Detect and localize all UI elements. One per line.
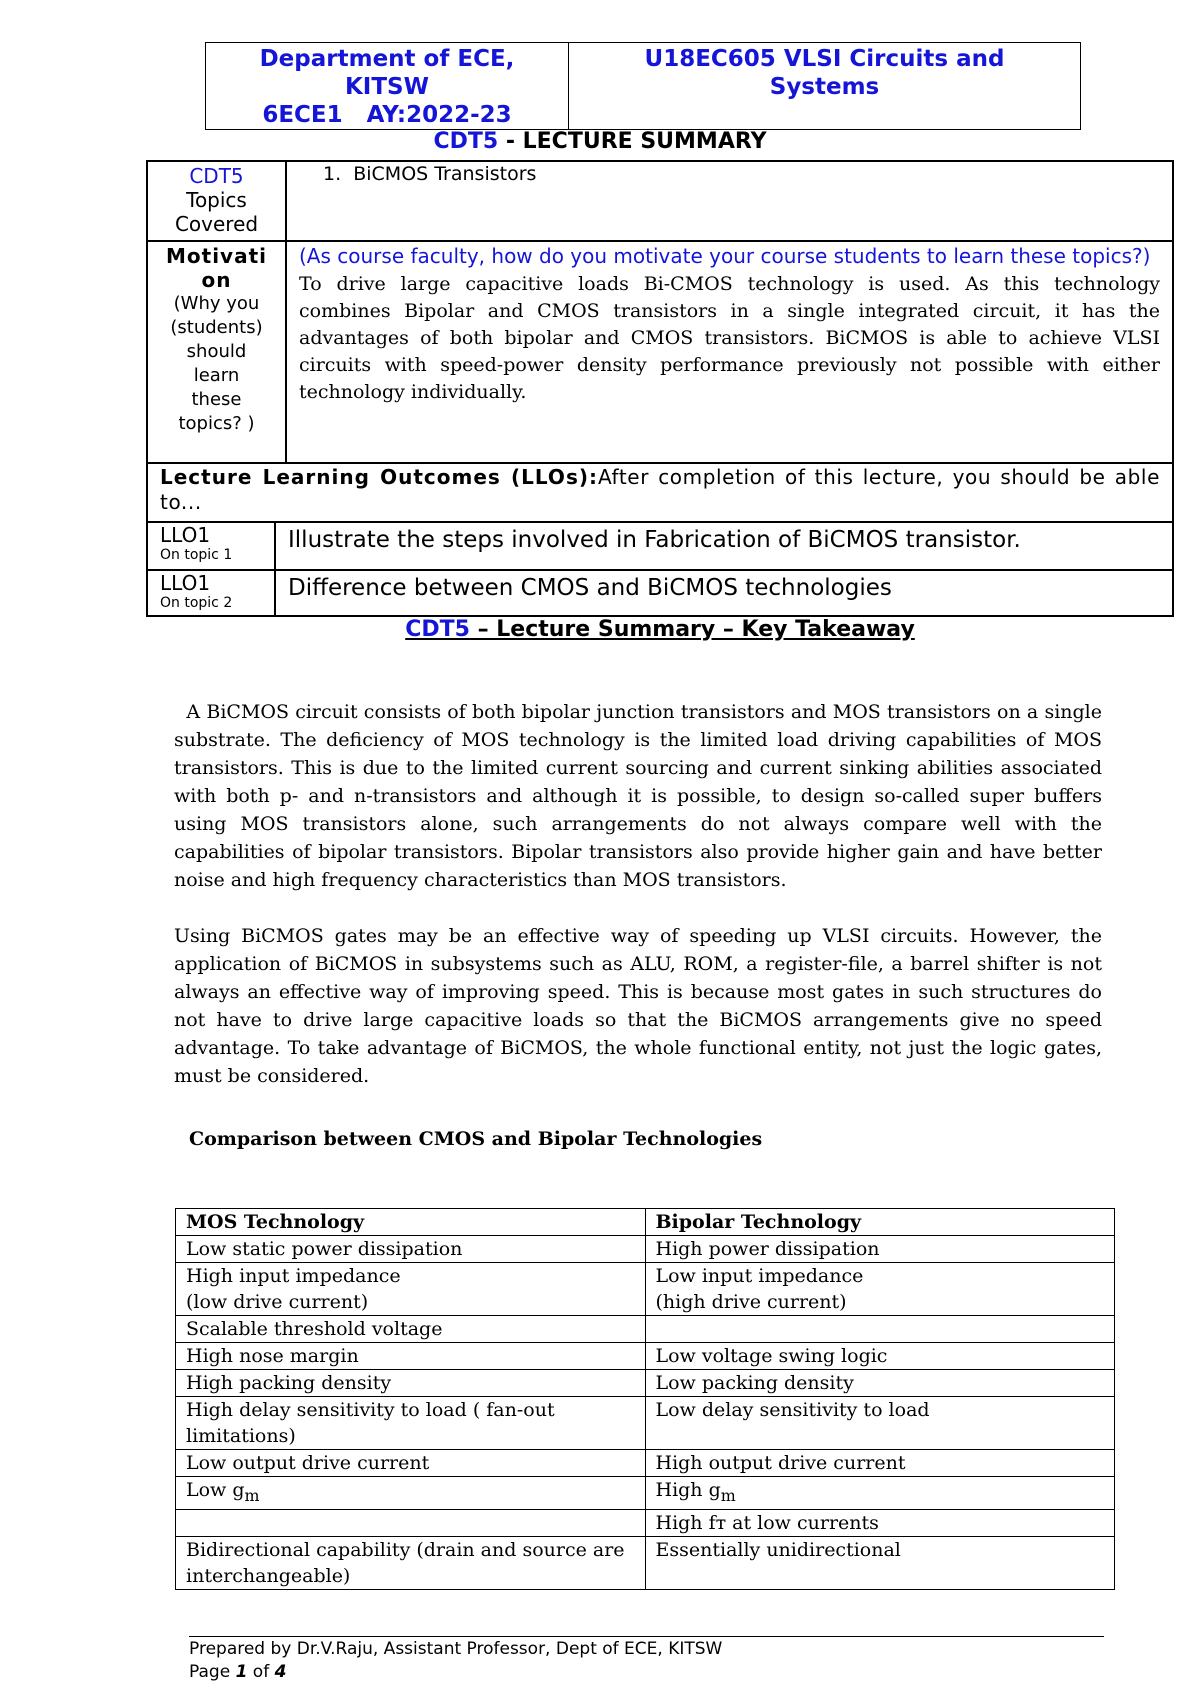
comparison-table — [175, 1208, 1115, 1590]
table-cell: Low output drive current — [176, 1450, 646, 1477]
lecture-summary-table — [146, 160, 1174, 617]
motivation-sub-6: topics? ) — [178, 413, 255, 434]
table-row — [176, 1263, 1115, 1316]
prepared-by: Prepared by Dr.V.Raju, Assistant Professor, Dept of ECE, KITSW — [189, 1639, 723, 1659]
table-cell: Essentially unidirectional — [645, 1536, 1115, 1589]
summary-title-code: CDT5 — [433, 129, 499, 154]
page-total: 4 — [274, 1662, 287, 1682]
dept-line-3: 6ECE1 AY:2022-23 — [262, 102, 512, 128]
llo-code: LLO1 — [160, 523, 211, 547]
motivation-sub-2: (students) — [170, 317, 263, 338]
key-takeaway-title — [0, 617, 1200, 642]
table-row — [176, 1316, 1115, 1343]
document-header — [205, 42, 1081, 130]
topics-list — [287, 162, 1172, 240]
table-cell: Low static power dissipation — [176, 1236, 646, 1263]
llo-code-cell — [148, 523, 276, 569]
motivation-label-2: on — [201, 268, 232, 292]
subscript: m — [244, 1485, 260, 1505]
table-row — [176, 1236, 1115, 1263]
llo-code-cell — [148, 571, 276, 615]
course-cell — [569, 43, 1080, 129]
table-cell — [176, 1509, 646, 1536]
subscript: m — [720, 1485, 736, 1505]
table-row — [176, 1450, 1115, 1477]
page-word: Page — [189, 1662, 236, 1682]
table-cell: High power dissipation — [645, 1236, 1115, 1263]
llo-code: LLO1 — [160, 571, 211, 595]
table-row — [176, 1509, 1115, 1536]
motivation-sub — [148, 292, 285, 436]
llo-row-2 — [148, 571, 1172, 615]
table-row — [176, 1536, 1115, 1589]
motivation-content — [287, 242, 1172, 462]
llo-text: Difference between CMOS and BiCMOS technologies — [288, 575, 892, 601]
table-cell: High input impedance (low drive current) — [176, 1263, 646, 1316]
table-cell: Low delay sensitivity to load — [645, 1397, 1115, 1450]
table-row — [176, 1370, 1115, 1397]
table-cell: Scalable threshold voltage — [176, 1316, 646, 1343]
table-cell — [645, 1316, 1115, 1343]
course-line-2: Systems — [769, 74, 880, 100]
motivation-prompt: (As course faculty, how do you motivate your course students to learn these topics?) — [299, 244, 1151, 268]
takeaway-rest: – Lecture Summary – Key Takeaway — [469, 617, 915, 642]
table-header-row — [176, 1209, 1115, 1236]
page-footer — [189, 1638, 722, 1684]
summary-title-rest: - LECTURE SUMMARY — [498, 129, 767, 154]
comparison-title: Comparison between CMOS and Bipolar Technologies — [189, 1128, 763, 1150]
motivation-row — [148, 242, 1172, 464]
llo-header-row — [148, 464, 1172, 523]
topics-label-code: CDT5 — [189, 164, 244, 188]
page-current: 1 — [235, 1662, 248, 1682]
comparison-table-body — [176, 1209, 1115, 1590]
table-header-cell: MOS Technology — [176, 1209, 646, 1236]
table-row — [176, 1477, 1115, 1510]
llo-topic: On topic 1 — [160, 547, 233, 563]
table-cell: Bidirectional capability (drain and source are interchangeable) — [176, 1536, 646, 1589]
topic-item: BiCMOS Transistors — [353, 163, 537, 185]
paragraph-1: A BiCMOS circuit consists of both bipolar junction transistors and MOS transistors on a single substrate. The deficiency of MOS technology is the limited load driving capabilities of MOS transistors. This is due to the limited current sourcing and current sinking abilities associated with both p- and n-transistors and although it is possible, to design so-called super buffers using MOS transistors alone, such arrangements do not always compare well with the capabilities of bipolar transistors. Bipolar transistors also provide higher gain and have better noise and high frequency characteristics than MOS transistors. — [174, 701, 1102, 891]
table-cell: Low input impedance (high drive current) — [645, 1263, 1115, 1316]
table-row — [176, 1397, 1115, 1450]
motivation-sub-4: learn — [193, 365, 240, 386]
llo-header-text: After completion of this lecture, you should be able to... — [160, 465, 1160, 514]
motivation-sub-1: (Why you — [173, 293, 260, 314]
motivation-label — [148, 242, 287, 462]
table-cell: Low $g_m$ — [176, 1477, 646, 1510]
takeaway-code: CDT5 — [405, 617, 470, 642]
dept-line-1: Department of ECE, — [259, 46, 515, 72]
page-of: of — [247, 1662, 275, 1682]
table-cell: High $g_m$ — [645, 1477, 1115, 1510]
footer-divider — [189, 1636, 1104, 1637]
table-header-cell: Bipolar Technology — [645, 1209, 1115, 1236]
page-number — [189, 1661, 722, 1684]
motivation-label-1: Motivati — [165, 244, 267, 268]
table-row — [176, 1343, 1115, 1370]
course-line-1: U18EC605 VLSI Circuits and — [644, 46, 1005, 72]
table-cell: Low packing density — [645, 1370, 1115, 1397]
department-cell — [206, 43, 569, 129]
topics-label-line2: Topics — [186, 188, 247, 212]
table-cell: High delay sensitivity to load ( fan-out limitations) — [176, 1397, 646, 1450]
motivation-sub-3: should — [186, 341, 247, 362]
topics-label — [148, 162, 287, 240]
topics-row — [148, 162, 1172, 242]
table-cell: High fᴛ at low currents — [645, 1509, 1115, 1536]
lecture-summary-title — [0, 129, 1200, 154]
table-cell: High packing density — [176, 1370, 646, 1397]
llo-text: Illustrate the steps involved in Fabrication of BiCMOS transistor. — [288, 527, 1021, 553]
table-cell: High nose margin — [176, 1343, 646, 1370]
paragraph-2: Using BiCMOS gates may be an effective way of speeding up VLSI circuits. However, the application of BiCMOS in subsystems such as ALU, ROM, a register-file, a barrel shifter is not always an effective way of improving speed. This is because most gates in such structures do not have to drive large capacitive loads so that the BiCMOS arrangements give no speed advantage. To take advantage of BiCMOS, the whole functional entity, not just the logic gates, must be considered. — [174, 925, 1102, 1087]
table-cell: Low voltage swing logic — [645, 1343, 1115, 1370]
topic-number: 1. — [323, 163, 354, 185]
table-cell: High output drive current — [645, 1450, 1115, 1477]
motivation-sub-5: these — [191, 389, 242, 410]
llo-topic: On topic 2 — [160, 595, 233, 611]
dept-line-2: KITSW — [344, 74, 429, 100]
llo-header-bold: Lecture Learning Outcomes (LLOs): — [160, 465, 598, 489]
llo-row-1 — [148, 523, 1172, 571]
topics-label-line3: Covered — [174, 212, 259, 236]
motivation-text: To drive large capacitive loads Bi-CMOS technology is used. As this technology combines Bipolar and CMOS transistors in a single integrated circuit, it has the advantages of both bipolar and CMOS transistors. BiCMOS is able to achieve VLSI circuits with speed-power density performance previously not possible with either technology individually. — [299, 273, 1160, 403]
